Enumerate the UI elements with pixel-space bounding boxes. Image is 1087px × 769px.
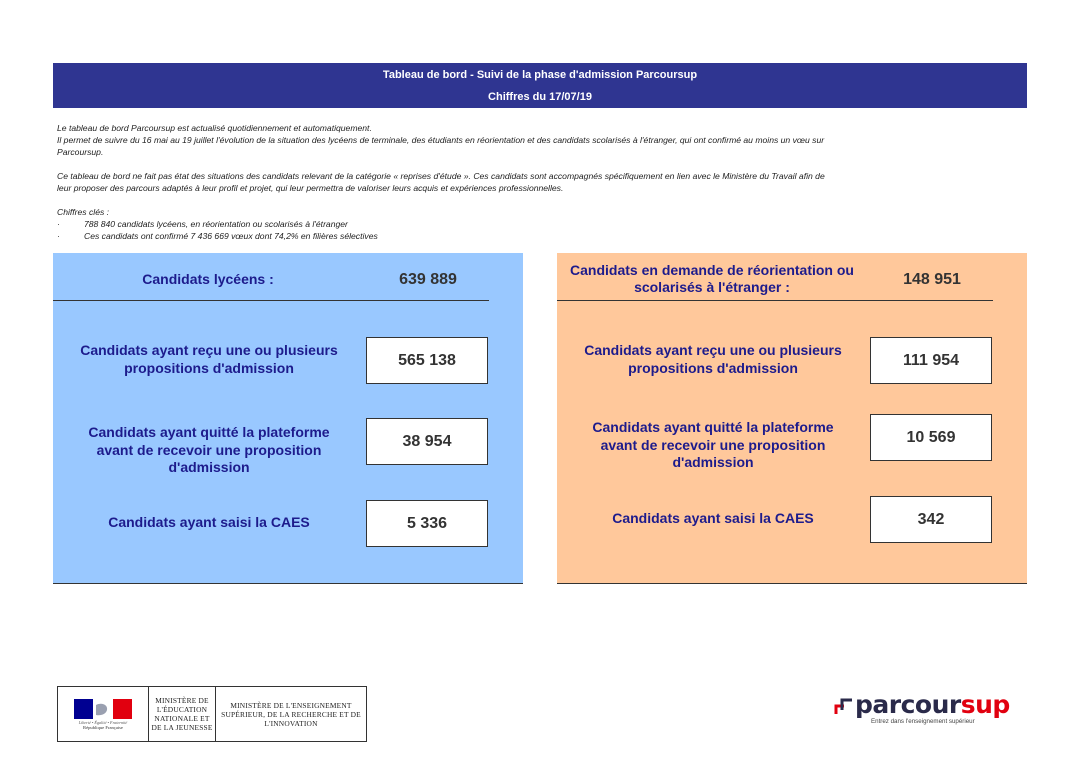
key-figure-item: · 788 840 candidats lycéens, en réorientation ou scolarisés à l'étranger bbox=[57, 219, 348, 229]
intro-line: Le tableau de bord Parcoursup est actualisé quotidiennement et automatiquement. bbox=[57, 123, 372, 133]
key-figures-title: Chiffres clés : bbox=[57, 207, 110, 217]
rf-motto: Liberté • Égalité • Fraternité bbox=[78, 719, 128, 725]
row-value-caes: 5 336 bbox=[366, 500, 488, 547]
intro-line: leur proposer des parcours adaptés à leur profil et projet, qui leur permettra de valoriser leurs acquis et expériences professionnelles. bbox=[57, 183, 564, 193]
marianne-logo bbox=[58, 687, 149, 741]
panel-reorientation bbox=[557, 253, 1027, 584]
panel-divider bbox=[53, 300, 489, 301]
intro-text bbox=[57, 122, 957, 242]
row-label-propositions: Candidats ayant reçu une ou plusieurs propositions d'admission bbox=[80, 342, 338, 376]
row-label-caes: Candidats ayant saisi la CAES bbox=[612, 510, 814, 526]
panel-lyceens bbox=[53, 253, 523, 584]
dashboard-title: Tableau de bord - Suivi de la phase d'admission Parcoursup bbox=[382, 69, 698, 81]
dashboard-header bbox=[53, 63, 1027, 108]
ministry-higher-ed-label: MINISTÈRE DE L'ENSEIGNEMENT SUPÉRIEUR, DE LA RECHERCHE ET DE L'INNOVATION bbox=[221, 700, 361, 728]
ministry-logo-block bbox=[57, 686, 367, 742]
row-value-caes: 342 bbox=[870, 496, 992, 543]
panel-head-value: 639 889 bbox=[399, 271, 457, 288]
row-label-caes: Candidats ayant saisi la CAES bbox=[108, 514, 310, 530]
tricolor-flag-icon bbox=[74, 699, 132, 719]
row-value-quitte: 38 954 bbox=[366, 418, 488, 465]
dashboard-date: Chiffres du 17/07/19 bbox=[488, 91, 592, 103]
row-value-quitte: 10 569 bbox=[870, 414, 992, 461]
row-value-propositions: 565 138 bbox=[366, 337, 488, 384]
parcoursup-wordmark: parcoursup bbox=[855, 690, 1010, 719]
intro-line: Parcoursup. bbox=[57, 147, 104, 157]
panel-divider bbox=[557, 300, 993, 301]
panel-head-label: Candidats lycéens : bbox=[142, 271, 274, 287]
parcoursup-logo bbox=[833, 690, 1013, 730]
parcoursup-tagline: Entrez dans l'enseignement supérieur bbox=[871, 718, 975, 725]
row-label-propositions: Candidats ayant reçu une ou plusieurs propositions d'admission bbox=[584, 342, 842, 376]
panel-head-value: 148 951 bbox=[903, 271, 961, 288]
parcoursup-arrow-icon bbox=[833, 696, 855, 718]
row-label-quitte: Candidats ayant quitté la plateforme avant de recevoir une proposition d'admission bbox=[592, 419, 834, 470]
key-figure-item: · Ces candidats ont confirmé 7 436 669 vœux dont 74,2% en filières sélectives bbox=[57, 231, 378, 241]
rf-name: République Française bbox=[83, 724, 123, 730]
row-value-propositions: 111 954 bbox=[870, 337, 992, 384]
ministry-education-label: MINISTÈRE DE L'ÉDUCATION NATIONALE ET DE LA JEUNESSE bbox=[151, 696, 213, 732]
key-figures-list bbox=[57, 218, 957, 242]
intro-line: Il permet de suivre du 16 mai au 19 juillet l'évolution de la situation des lycéens de terminale, des étudiants en réorientation et des candidats scolarisés à l'étranger, qui ont confirmé au moins un vœu sur bbox=[57, 135, 825, 145]
row-label-quitte: Candidats ayant quitté la plateforme avant de recevoir une proposition d'admission bbox=[88, 424, 330, 475]
intro-line: Ce tableau de bord ne fait pas état des situations des candidats relevant de la catégorie « reprises d'étude ». Ces candidats sont accompagnés spécifiquement en lien avec le Ministère du Travail afin de bbox=[57, 171, 825, 181]
panel-head-label: Candidats en demande de réorientation ou scolarisés à l'étranger : bbox=[570, 262, 854, 295]
